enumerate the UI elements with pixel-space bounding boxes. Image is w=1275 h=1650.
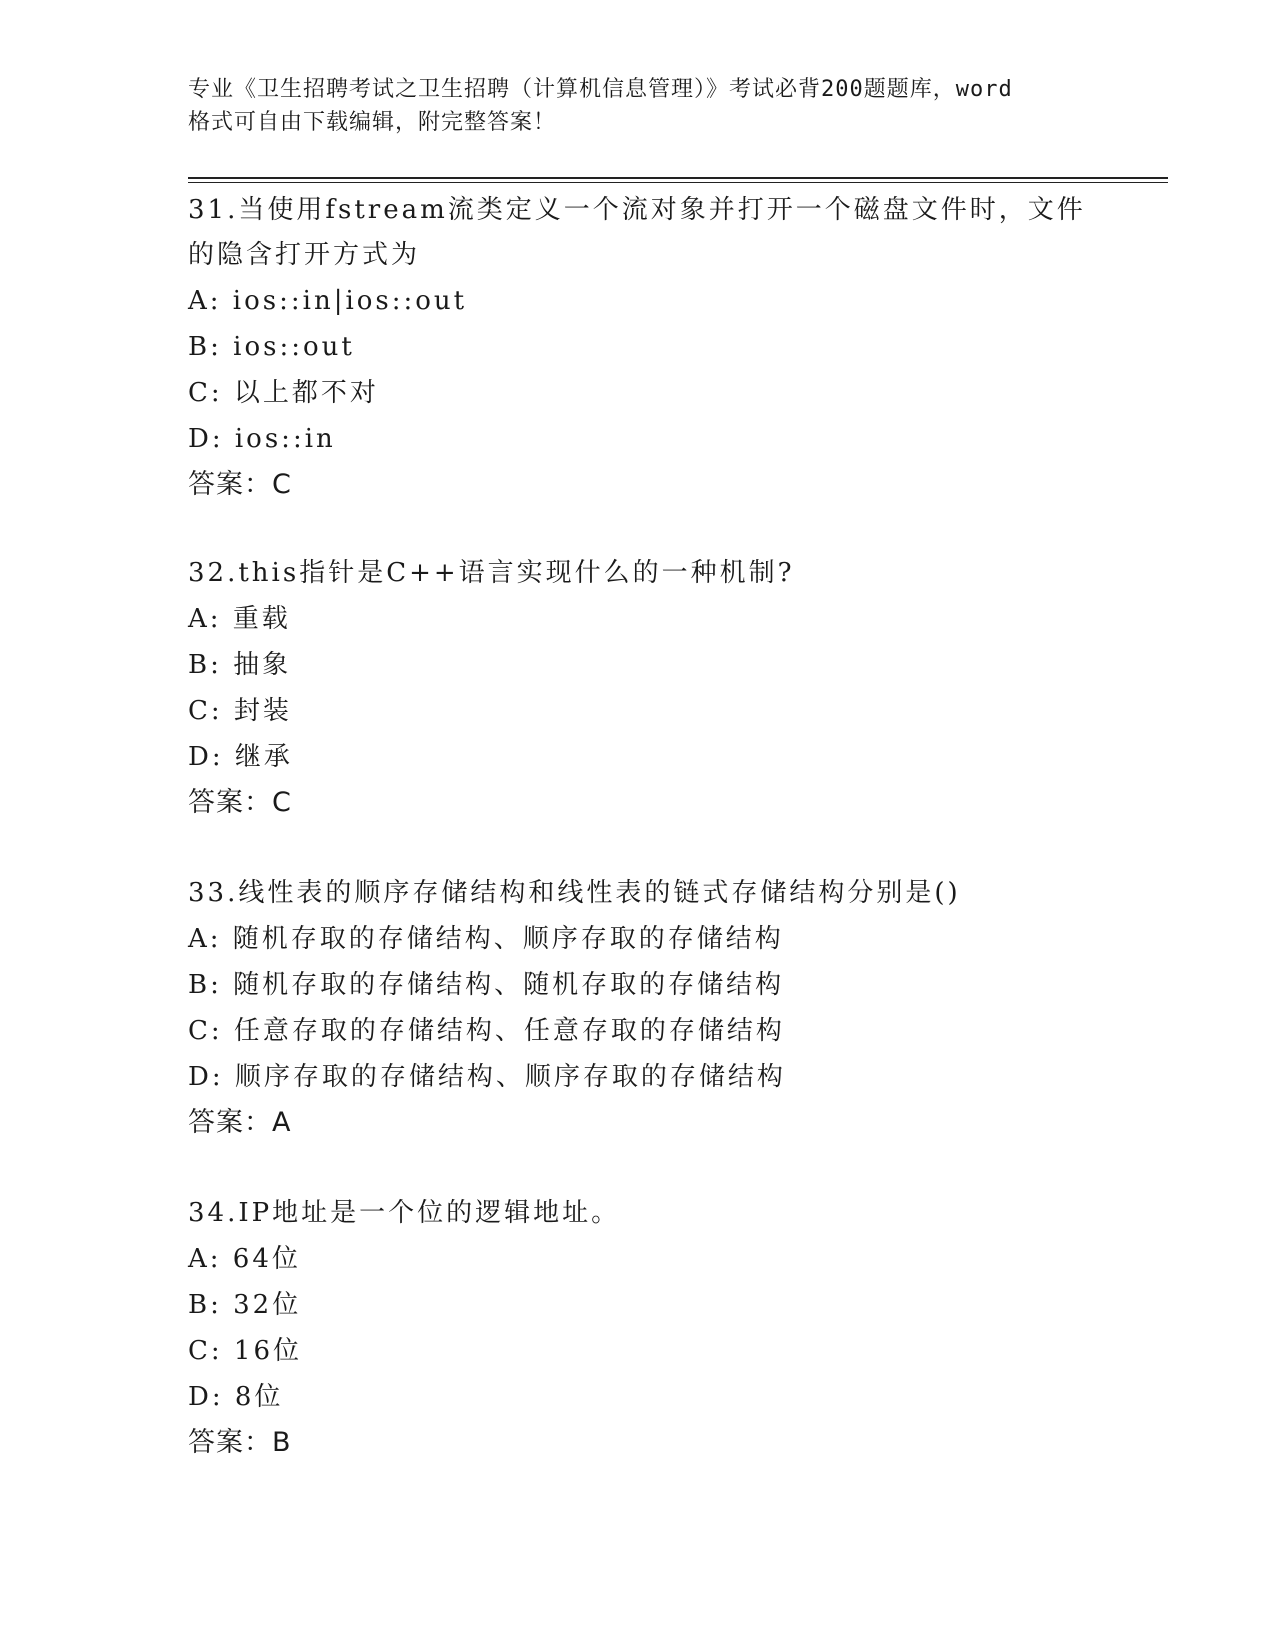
option-c: C: 任意存取的存储结构、任意存取的存储结构: [188, 1016, 785, 1046]
answer-line: 答案：B: [188, 1427, 292, 1458]
option-c: C: 16位: [188, 1336, 303, 1366]
option-d: D: 顺序存取的存储结构、顺序存取的存储结构: [188, 1062, 786, 1092]
question-text-line: 31.当使用fstream流类定义一个流对象并打开一个磁盘文件时，文件: [188, 195, 1086, 225]
option-a: A: 随机存取的存储结构、顺序存取的存储结构: [188, 924, 784, 954]
question-text-line: 33.线性表的顺序存储结构和线性表的链式存储结构分别是(): [188, 878, 961, 908]
option-c: C: 以上都不对: [188, 378, 379, 408]
header-divider-thick: [188, 177, 1168, 179]
option-d: D: ios::in: [188, 424, 336, 454]
question-text-line: 34.IP地址是一个位的逻辑地址。: [188, 1198, 621, 1228]
header-divider-thin: [188, 182, 1168, 183]
question-31: [188, 188, 1088, 508]
question-text-line: 的隐含打开方式为: [188, 240, 421, 270]
option-a: A: 64位: [188, 1244, 301, 1274]
question-32: [188, 551, 1088, 826]
option-a: A: ios::in|ios::out: [188, 286, 468, 316]
question-34: [188, 1191, 1088, 1466]
option-a: A: 重载: [188, 604, 291, 634]
question-text-line: 32.this指针是C++语言实现什么的一种机制?: [188, 558, 795, 588]
option-b: B: 抽象: [188, 650, 292, 680]
answer-line: 答案：A: [188, 1107, 292, 1138]
header-line-2: 格式可自由下载编辑，附完整答案！: [188, 110, 557, 135]
header-line-1: 专业《卫生招聘考试之卫生招聘（计算机信息管理）》考试必背200题题库，word: [188, 77, 1013, 102]
answer-line: 答案：C: [188, 787, 292, 818]
option-d: D: 继承: [188, 742, 293, 772]
option-b: B: 随机存取的存储结构、随机存取的存储结构: [188, 970, 785, 1000]
answer-line: 答案：C: [188, 469, 292, 500]
option-c: C: 封装: [188, 696, 292, 726]
option-b: B: ios::out: [188, 332, 355, 362]
option-b: B: 32位: [188, 1290, 302, 1320]
document-header: [188, 73, 1088, 139]
question-33: [188, 871, 1088, 1146]
option-d: D: 8位: [188, 1382, 284, 1412]
